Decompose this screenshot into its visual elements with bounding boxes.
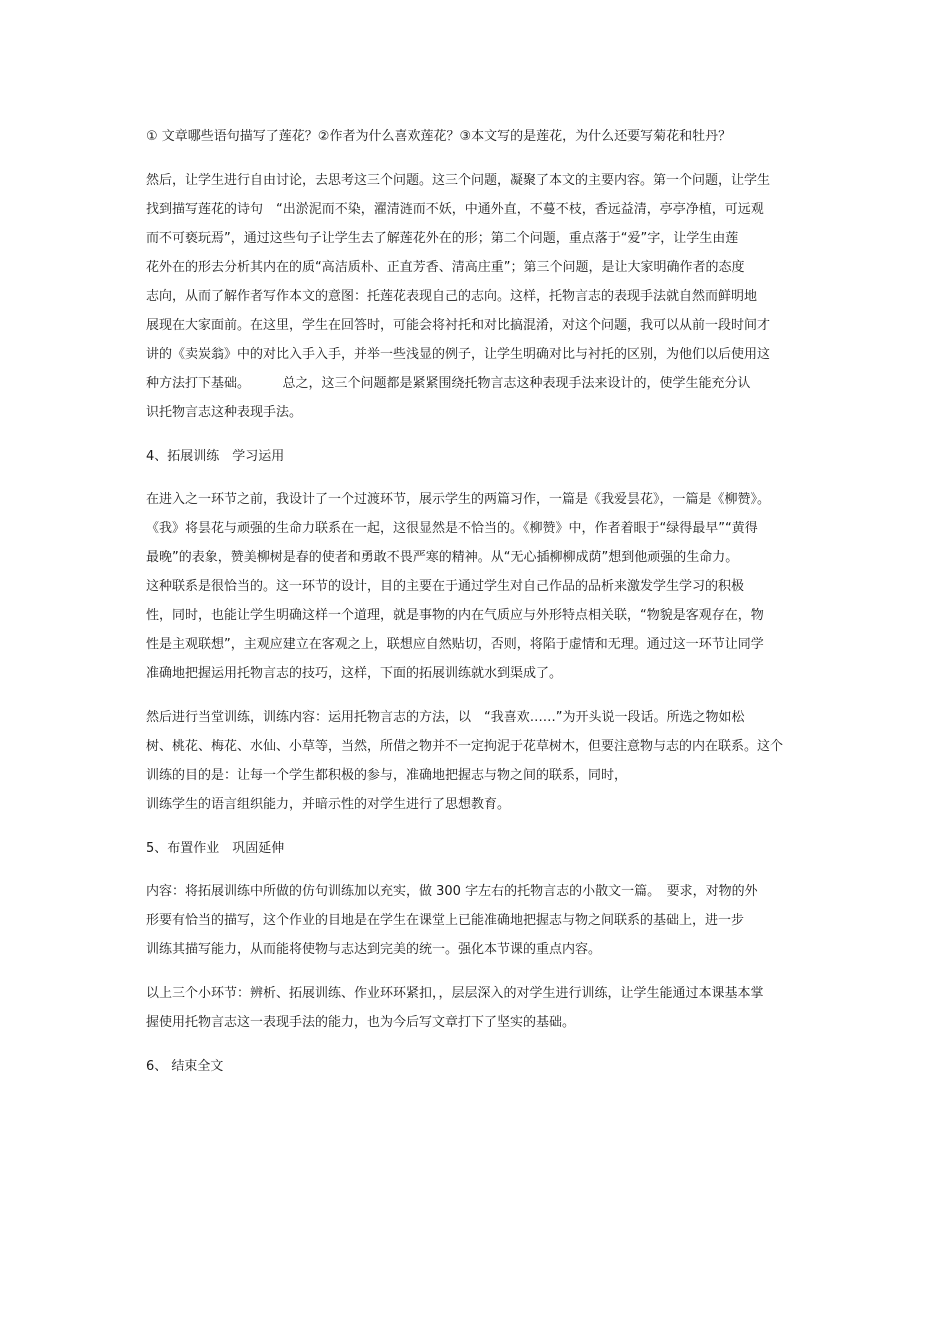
paragraph [146, 703, 810, 819]
text-line: 训练学生的语言组织能力，并暗示性的对学生进行了思想教育。 [146, 797, 511, 812]
text-line: 在进入之一环节之前，我设计了一个过渡环节，展示学生的两篇习作，一篇是《我爱昙花》，一篇是《柳赞》。 [146, 492, 771, 507]
text-line: ① 文章哪些语句描写了莲花？②作者为什么喜欢莲花？③本文写的是莲花，为什么还要写菊花和牡丹？ [146, 129, 732, 144]
text-line: 而不可亵玩焉”，通过这些句子让学生去了解莲花外在的形；第二个问题，重点落于“爱”字，让学生由莲 [146, 231, 739, 246]
text-line: 最晚”的表象，赞美柳树是春的使者和勇敢不畏严寒的精神。从“无心插柳柳成荫”想到他顽强的生命力。 [146, 550, 739, 565]
text-line: 性是主观联想”，主观应建立在客观之上，联想应自然贴切，否则，将陷于虚情和无理。通过这一环节让同学 [146, 637, 764, 652]
section-heading: 6、 结束全文 [146, 1059, 224, 1074]
text-line: 树、桃花、梅花、水仙、小草等，当然，所借之物并不一定拘泥于花草树木，但要注意物与志的内在联系。这个 [146, 739, 784, 754]
text-line: 讲的《卖炭翁》中的对比入手入手，并举一些浅显的例子，让学生明确对比与衬托的区别，为他们以后使用这 [146, 347, 771, 362]
document-page [146, 122, 810, 1095]
text-line: 志向，从而了解作者写作本文的意图：托莲花表现自己的志向。这样，托物言志的表现手法就自然而鲜明地 [146, 289, 758, 304]
text-line: 以上三个小环节：辨析、拓展训练、作业环环紧扣，，层层深入的对学生进行训练，让学生能通过本课基本掌 [146, 986, 764, 1001]
text-line: 这种联系是很恰当的。这一环节的设计，目的主要在于通过学生对自己作品的品析来激发学生学习的积极 [146, 579, 745, 594]
text-line: 形要有恰当的描写，这个作业的目地是在学生在课堂上已能准确地把握志与物之间联系的基础上，进一步 [146, 913, 745, 928]
paragraph [146, 979, 810, 1037]
text-line: 种方法打下基础。 总之，这三个问题都是紧紧围绕托物言志这种表现手法来设计的，使学生能充分认 [146, 376, 751, 391]
paragraph [146, 166, 810, 427]
text-line: 性，同时，也能让学生明确这样一个道理，就是事物的内在气质应与外形特点相关联，“物貌是客观存在，物 [146, 608, 764, 623]
text-line: 展现在大家面前。在这里，学生在回答时，可能会将衬托和对比搞混淆，对这个问题，我可以从前一段时间才 [146, 318, 771, 333]
text-line: 训练其描写能力，从而能将使物与志达到完美的统一。强化本节课的重点内容。 [146, 942, 602, 957]
section-heading: 4、拓展训练 学习运用 [146, 449, 285, 464]
text-line: 识托物言志这种表现手法。 [146, 405, 303, 420]
paragraph [146, 122, 810, 151]
paragraph [146, 877, 810, 964]
text-line: 训练的目的是：让每一个学生都积极的参与，准确地把握志与物之间的联系，同时， [146, 768, 628, 783]
text-line: 准确地把握运用托物言志的技巧，这样，下面的拓展训练就水到渠成了。 [146, 666, 563, 681]
text-line: 然后进行当堂训练，训练内容：运用托物言志的方法，以 “我喜欢……”为开头说一段话。所选之物如松 [146, 710, 745, 725]
text-line: 找到描写莲花的诗句 “出淤泥而不染，濯清涟而不妖，中通外直，不蔓不枝，香远益清，亭亭净植，可远观 [146, 202, 764, 217]
text-line: 握使用托物言志这一表现手法的能力，也为今后写文章打下了坚实的基础。 [146, 1015, 576, 1030]
text-line: 花外在的形去分析其内在的质“高洁质朴、正直芳香、清高庄重”；第三个问题，是让大家明确作者的态度 [146, 260, 745, 275]
section-heading: 5、布置作业 巩固延伸 [146, 841, 285, 856]
paragraph [146, 485, 810, 688]
text-line: 内容：将拓展训练中所做的仿句训练加以充实，做 300 字左右的托物言志的小散文一篇。 要求，对物的外 [146, 884, 758, 899]
text-line: 《我》将昙花与顽强的生命力联系在一起，这很显然是不恰当的。《柳赞》中，作者着眼于“绿得最早”“黄得 [146, 521, 758, 536]
text-line: 然后，让学生进行自由讨论，去思考这三个问题。这三个问题，凝聚了本文的主要内容。第一个问题，让学生 [146, 173, 771, 188]
